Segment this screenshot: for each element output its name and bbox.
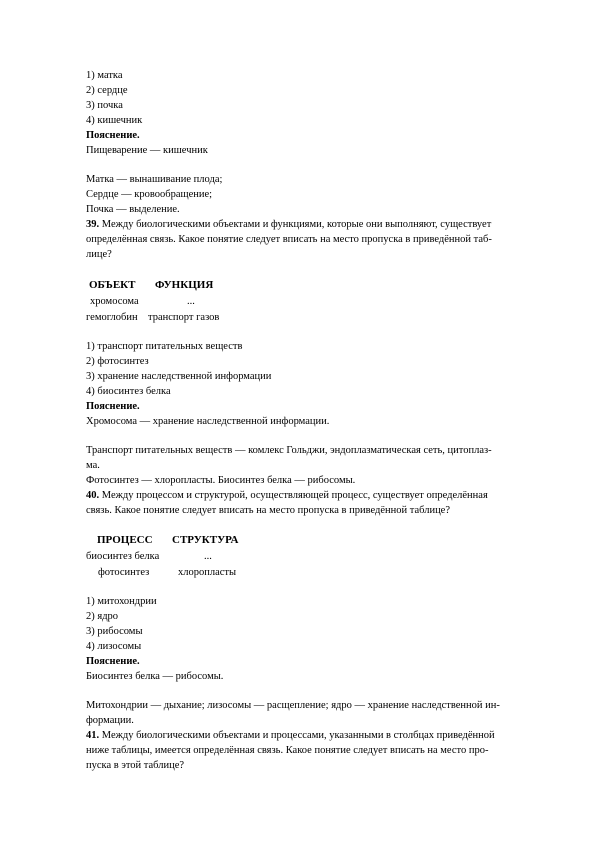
q38-option-3: 3) почка	[86, 100, 123, 111]
q39-table-header-function: ФУНКЦИЯ	[155, 279, 214, 291]
q39-option-2: 2) фотосинтез	[86, 356, 149, 367]
q40-table-header-structure: СТРУКТУРА	[172, 534, 239, 546]
q40-option-2: 2) ядро	[86, 611, 119, 622]
q40-row1-structure: ...	[204, 551, 212, 562]
q39-option-4: 4) биосинтез белка	[86, 386, 171, 397]
q38-option-4: 4) кишечник	[86, 115, 143, 126]
q38-extra-3: Почка — выделение.	[86, 204, 180, 215]
q39-text-1: Между биологическими объектами и функциями, которые они выполняют, существует	[99, 219, 492, 230]
q39-question-line-3: лице?	[86, 249, 112, 260]
q38-option-1: 1) матка	[86, 70, 123, 81]
q39-extra-1: Транспорт питательных веществ — комлекс Гольджи, эндоплазматическая сеть, цитоплаз-	[86, 445, 492, 456]
q40-question-line-1	[86, 489, 488, 503]
q39-extra-3: Фотосинтез — хлоропласты. Биосинтез белка — рибосомы.	[86, 475, 356, 486]
q39-number: 39.	[86, 219, 100, 230]
q39-row2-object: гемоглобин	[86, 312, 138, 323]
q39-row1-function: ...	[187, 296, 195, 307]
q40-question-line-2: связь. Какое понятие следует вписать на место пропуска в приведённой таблице?	[86, 505, 451, 516]
q39-explanation-label: Пояснение.	[86, 401, 140, 412]
q40-explanation-label: Пояснение.	[86, 656, 140, 667]
q41-question-line-2: ниже таблицы, имеется определённая связь. Какое понятие следует вписать на место про-	[86, 745, 489, 756]
q40-option-4: 4) лизосомы	[86, 641, 142, 652]
q41-text-1: Между биологическими объектами и процессами, указанными в столбцах приведённой	[99, 730, 495, 741]
q41-question-line-3: пуска в этой таблице?	[86, 760, 185, 771]
q41-question-line-1	[86, 729, 495, 743]
q40-text-1: Между процессом и структурой, осуществляющей процесс, существует определённая	[99, 490, 488, 501]
q40-extra-2: формации.	[86, 715, 134, 726]
q39-answer: Хромосома — хранение наследственной информации.	[86, 416, 330, 427]
q40-answer: Биосинтез белка — рибосомы.	[86, 671, 224, 682]
q41-number: 41.	[86, 730, 100, 741]
q39-table-header-object: ОБЪЕКТ	[89, 279, 136, 291]
q38-answer: Пищеварение — кишечник	[86, 145, 208, 156]
q38-extra-2: Сердце — кровообращение;	[86, 189, 213, 200]
q40-option-1: 1) митохондрии	[86, 596, 157, 607]
q40-table-header-process: ПРОЦЕСС	[97, 534, 153, 546]
q40-number: 40.	[86, 490, 100, 501]
q39-question-line-1	[86, 218, 491, 232]
q38-explanation-label: Пояснение.	[86, 130, 140, 141]
q39-option-3: 3) хранение наследственной информации	[86, 371, 272, 382]
q40-option-3: 3) рибосомы	[86, 626, 143, 637]
q38-option-2: 2) сердце	[86, 85, 128, 96]
q40-row2-structure: хлоропласты	[178, 567, 237, 578]
q39-option-1: 1) транспорт питательных веществ	[86, 341, 243, 352]
q39-row1-object: хромосома	[90, 296, 139, 307]
q38-extra-1: Матка — вынашивание плода;	[86, 174, 223, 185]
q39-row2-function: транспорт газов	[148, 312, 220, 323]
q39-extra-2: ма.	[86, 460, 100, 471]
q40-extra-1: Митохондрии — дыхание; лизосомы — расщепление; ядро — хранение наследственной ин-	[86, 700, 500, 711]
q40-row2-process: фотосинтез	[98, 567, 150, 578]
q40-row1-process: биосинтез белка	[86, 551, 160, 562]
q39-question-line-2: определённая связь. Какое понятие следует вписать на место пропуска в приведённой таб-	[86, 234, 492, 245]
